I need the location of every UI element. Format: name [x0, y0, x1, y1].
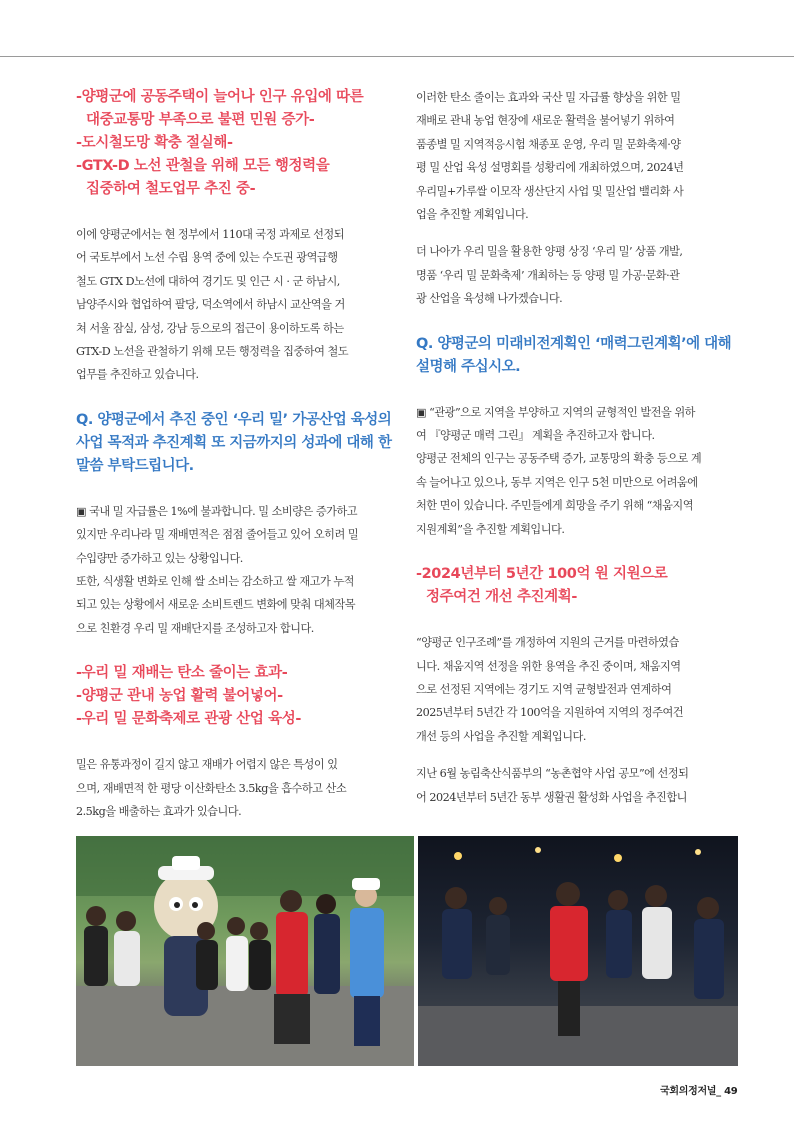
text-line: 쳐 서울 잠실, 삼성, 강남 등으로의 접근이 용이하도록 하는 [76, 321, 344, 335]
text-line: 재배로 관내 농업 현장에 새로운 활력을 불어넣기 위하여 [416, 114, 675, 128]
text-line: 지난 6월 농림축산식품부의 “농촌협약 사업 공모”에 선정되 [416, 767, 689, 781]
heading-line: -GTX-D 노선 관철을 위해 모든 행정력을 [76, 158, 330, 174]
text-line: 여 『양평군 매력 그린』 계획을 추진하고자 합니다. [416, 429, 655, 443]
paragraph-carbon [76, 753, 398, 823]
text-line: GTX-D 노선을 관철하기 위해 모든 행정력을 집중하여 철도 [76, 345, 349, 359]
text-line: 있지만 우리나라 밀 재배면적은 점점 줄어들고 있어 오히려 밀 [76, 528, 359, 542]
text-line: 또한, 식생활 변화로 인해 쌀 소비는 감소하고 쌀 재고가 누적 [76, 575, 354, 589]
text-line: 지원계획”을 추진할 계획입니다. [416, 522, 565, 536]
text-line: 되고 있는 상황에서 새로운 소비트렌드 변화에 맞춰 대체작목 [76, 598, 356, 612]
question-line: Q. 양평군의 미래비전계획인 ‘매력그린계획’에 대해 [416, 335, 732, 352]
paragraph-wheat-products [416, 240, 738, 310]
heading-line: 정주여건 개선 추진계획- [426, 589, 577, 606]
left-column [76, 86, 398, 824]
text-line: 2.5kg을 배출하는 효과가 있습니다. [76, 805, 242, 819]
text-line: 으로 친환경 우리 밀 재배단지를 조성하고자 합니다. [76, 621, 314, 635]
text-line: 더 나아가 우리 밀을 활용한 양평 상징 ‘우리 밀’ 상품 개발, [416, 245, 683, 259]
paragraph-population-ordinance [416, 631, 738, 748]
text-line: 품종별 밀 지역적응시험 채종포 운영, 우리 밀 문화축제·양 [416, 137, 681, 151]
photo-night-patrol [418, 836, 738, 1066]
text-line: 속 늘어나고 있으나, 동부 지역은 인구 5천 미만으로 어려움에 [416, 475, 698, 489]
heading-line: -도시철도망 확충 절실해- [76, 135, 233, 151]
publication-name: 국회의정저널 [660, 1086, 717, 1097]
text-line: 광 산업을 육성해 나가겠습니다. [416, 292, 563, 306]
heading-line: -우리 밀 문화축제로 관광 산업 육성- [76, 711, 301, 728]
heading-line: 집중하여 철도업무 추진 중- [86, 181, 256, 197]
question-green-plan [416, 333, 738, 379]
heading-line: 대중교통망 부족으로 불편 민원 증가- [86, 112, 315, 128]
text-line: 어 2024년부터 5년간 동부 생활권 활성화 사업을 추진합니 [416, 790, 687, 804]
text-line: 이에 양평군에서는 현 정부에서 110대 국정 과제로 선정되 [76, 228, 345, 241]
heading-transport [76, 86, 398, 201]
heading-line: -우리 밀 재배는 탄소 줄이는 효과- [76, 665, 288, 682]
text-line: 남양주시와 협업하여 팔당, 덕소역에서 하남시 교산역을 거 [76, 298, 345, 312]
photo-patrol-illustration [418, 836, 738, 1066]
paragraph-wheat-self-sufficiency [76, 500, 398, 640]
question-line: 사업 목적과 추진계획 또 지금까지의 성과에 대해 한 [76, 434, 392, 451]
text-line: 업무를 추진하고 있습니다. [76, 368, 199, 382]
text-line: 명품 ‘우리 밀 문화축제’ 개최하는 등 양평 밀 가공·문화·관 [416, 268, 680, 282]
heading-funding [416, 563, 738, 609]
photo-group-with-mascot [76, 836, 414, 1066]
text-line: 업을 추진할 계획입니다. [416, 208, 529, 222]
text-line: 수입량만 증가하고 있는 상황입니다. [76, 551, 243, 565]
text-line: ▣ 국내 밀 자급률은 1%에 불과합니다. 밀 소비량은 증가하고 [76, 504, 358, 518]
top-rule [0, 56, 794, 57]
question-line: Q. 양평군에서 추진 중인 ‘우리 밀’ 가공산업 육성의 [76, 411, 392, 428]
text-line: 평 밀 산업 육성 설명회를 성황리에 개최하였으며, 2024년 [416, 161, 684, 175]
paragraph-gtx [76, 223, 398, 387]
text-line: 으며, 재배면적 한 평당 이산화탄소 3.5kg을 흡수하고 산소 [76, 781, 347, 795]
heading-wheat-effects [76, 662, 398, 731]
text-line: 우리밀+가루쌀 이모작 생산단지 사업 및 밀산업 밸리화 사 [416, 184, 684, 198]
text-line: ▣ “관광”으로 지역을 부양하고 지역의 균형적인 발전을 위하 [416, 405, 695, 419]
question-wheat-industry [76, 409, 398, 478]
question-line: 말씀 부탁드립니다. [76, 457, 194, 474]
photo-group-illustration [76, 836, 414, 1066]
text-line: 어 국토부에서 노선 수립 용역 중에 있는 수도권 광역급행 [76, 251, 338, 265]
page-number: 49 [724, 1086, 738, 1097]
text-line: 2025년부터 5년간 각 100억을 지원하여 지역의 정주여건 [416, 706, 684, 720]
text-line: “양평군 인구조례”를 개정하여 지원의 근거를 마련하였습 [416, 636, 679, 650]
heading-line: -2024년부터 5년간 100억 원 지원으로 [416, 566, 668, 583]
text-line: 처한 면이 있습니다. 주민들에게 희망을 주기 위해 “채움지역 [416, 499, 694, 513]
paragraph-wheat-activities [416, 86, 738, 226]
question-line: 설명해 주십시오. [416, 358, 521, 375]
text-line: 니다. 채움지역 선정을 위한 용역을 추진 중이며, 채움지역 [416, 659, 681, 673]
paragraph-rural-agreement [416, 762, 738, 809]
text-line: 개선 등의 사업을 추진할 계획입니다. [416, 729, 586, 743]
text-line: 으로 선정된 지역에는 경기도 지역 균형발전과 연계하여 [416, 682, 672, 696]
paragraph-green-plan [416, 401, 738, 541]
text-line: 철도 GTX D노선에 대하여 경기도 및 인근 시 · 군 하남시, [76, 274, 340, 288]
text-line: 밀은 유통과정이 길지 않고 재배가 어렵지 않은 특성이 있 [76, 758, 338, 772]
text-line: 이러한 탄소 줄이는 효과와 국산 밀 자급률 향상을 위한 밀 [416, 91, 681, 104]
heading-line: -양평군 관내 농업 활력 불어넣어- [76, 688, 283, 705]
text-line: 양평군 전체의 인구는 공동주택 증가, 교통망의 확충 등으로 계 [416, 452, 702, 466]
page-footer [660, 1082, 737, 1097]
right-column [416, 86, 738, 809]
heading-line: -양평군에 공동주택이 늘어나 인구 유입에 따른 [76, 89, 364, 105]
footer-separator: _ [716, 1086, 721, 1097]
